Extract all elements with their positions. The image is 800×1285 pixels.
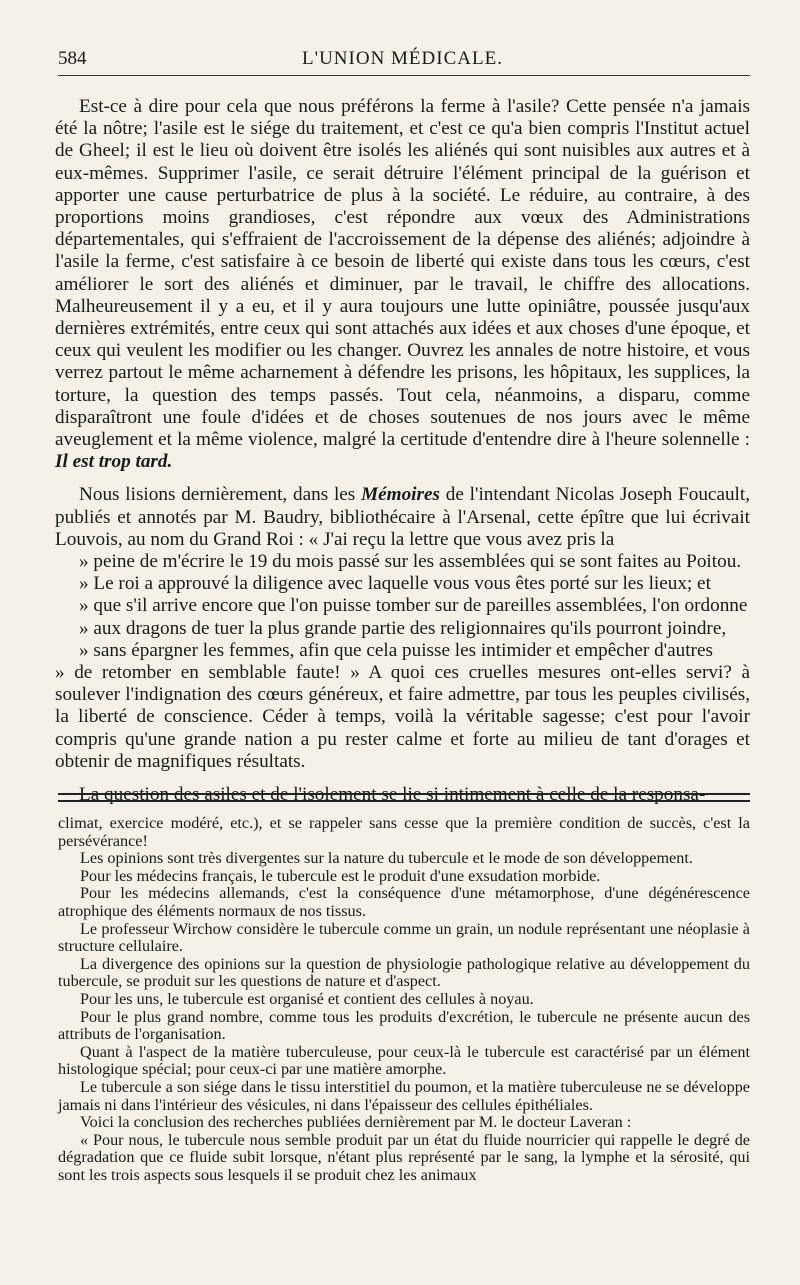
paragraph-text: Nous lisions dernièrement, dans les xyxy=(79,484,356,506)
paragraph: « Pour nous, le tubercule nous semble produit par un état du fluide nourricier qui rappelle le degré de dégradation que ce fluide subit lorsque, n'étant plus représenté par le sang, la lymphe et la sérosité, qui sont les trois aspects sous lesquels il se produit chez les animaux xyxy=(58,1130,750,1184)
paragraph: Pour les médecins allemands, c'est la conséquence d'une métamorphose, d'une dégénérescence atrophique des éléments normaux de nos tissus. xyxy=(58,884,750,920)
paragraph-text: de l'intendant Nicolas Joseph Foucault, publiés et annotés par M. Baudry, bibliothécaire à l'Arsenal, cette épître que lui écrivait Louvois, au nom du Grand Roi : « J'ai reçu la lettre que vous avez pris la xyxy=(55,484,751,550)
page-header xyxy=(55,0,750,72)
quote-line: » que s'il arrive encore que l'on puisse tomber sur de pareilles assemblées, l'on ordonne xyxy=(79,595,748,617)
paragraph: Voici la conclusion des recherches publiées dernièrement par M. le docteur Laveran : xyxy=(80,1113,632,1132)
main-article-text xyxy=(55,96,750,806)
paragraph: Pour les uns, le tubercule est organisé et contient des cellules à noyau. xyxy=(80,989,534,1008)
paragraph: Pour le plus grand nombre, comme tous les produits d'excrétion, le tubercule ne présente aucun des attributs de l'organisation. xyxy=(58,1007,750,1044)
running-title: L'UNION MÉDICALE. xyxy=(302,48,503,69)
quote-line: » de retomber en semblable faute! » A quoi ces cruelles mesures ont-elles servi? à soulever l'indignation des cœurs généreux, et faire admettre, par tous les peuples civilisés, la liberté de conscience. Céder à temps, voilà la véritable sagesse; c'est pour l'avoir compris qu'une grande nation a pu rester calme et forte au milieu de tant d'orages et obtenir de magnifiques résultats. xyxy=(55,662,750,772)
paragraph: Le tubercule a son siége dans le tissu interstitiel du poumon, et la matière tuberculeuse ne se développe jamais ni dans l'intérieur des vésicules, ni dans l'épaisseur des cellules épithéliales. xyxy=(58,1077,750,1114)
paragraph xyxy=(55,484,750,773)
section-divider xyxy=(58,793,750,802)
page-number: 584 xyxy=(58,48,87,69)
quote-line: » sans épargner les femmes, afin que cela puisse les intimider et empêcher d'autres xyxy=(79,639,713,661)
paragraph: La question des asiles et de l'isolement se lie si intimement à celle de la responsa- xyxy=(79,784,706,806)
paragraph: climat, exercice modéré, etc.), et se rappeler sans cesse que la première condition de succès, c'est la persévérance! xyxy=(58,814,750,850)
paragraph: La divergence des opinions sur la question de physiologie pathologique relative au développement du tubercule, se produit sur les questions de nature et d'aspect. xyxy=(58,954,750,991)
feuilleton-text xyxy=(58,815,750,1184)
paragraph: Le professeur Wirchow considère le tubercule comme un grain, un nodule représentant une néoplasie à structure cellulaire. xyxy=(58,919,750,956)
quote-line: » Le roi a approuvé la diligence avec laquelle vous vous êtes porté sur les lieux; et xyxy=(79,573,711,595)
paragraph-text: Est-ce à dire pour cela que nous préférons la ferme à l'asile? Cette pensée n'a jamais été la nôtre; l'asile est le siége du traitement, et c'est ce qu'a bien compris l'Institut actuel de Gheel; il est le lieu où doivent être isolés les aliénés qui sont nuisibles aux autres et à eux-mêmes. Supprimer l'asile, ce serait détruire l'élément principal de la guérison et apporter une cause perturbatrice de plus à la société. Le réduire, au contraire, à des proportions moins grandioses, c'est répondre aux vœux des Administrations départementales, qui s'effraient de l'accroissement de la dépense des aliénés; adjoindre à l'asile la ferme, c'est satisfaire à ce besoin de liberté qui existe dans tous les cœurs, c'est améliorer le sort des aliénés et diminuer, par le travail, le chiffre des allocations. Malheureusement il y a eu, et il y aura toujours une lutte opiniâtre, poussée jusqu'aux dernières extrémités, entre ceux qui sont attachés aux idées et aux choses d'une époque, et ceux qui veulent les modifier ou les changer. Ouvrez les annales de notre histoire, et vous verrez partout le même acharnement à défendre les prisons, les hôpitaux, les supplices, la torture, la question des temps passés. Tout cela, néanmoins, a disparu, comme disparaîtront une foule d'idées et de choses soutenues de nos jours avec le même aveuglement et la même violence, malgré la certitude d'entendre dire à l'heure solennelle : xyxy=(55,96,750,451)
quote-line: » peine de m'écrire le 19 du mois passé sur les assemblées qui se sont faites au Poitou. xyxy=(79,551,742,573)
emphasis: Il est trop tard. xyxy=(55,451,173,473)
header-rule xyxy=(58,75,750,76)
paragraph: Les opinions sont très divergentes sur la nature du tubercule et le mode de son développement. xyxy=(80,849,693,868)
paragraph: Quant à l'aspect de la matière tuberculeuse, pour ceux-là le tubercule est caractérisé par un élément histologique spécial; pour ceux-ci par une matière amorphe. xyxy=(58,1042,750,1079)
emphasis: Mémoires xyxy=(361,484,440,506)
quote-line: » aux dragons de tuer la plus grande partie des religionnaires qu'ils pourront joindre, xyxy=(79,617,727,639)
paragraph: Pour les médecins français, le tubercule est le produit d'une exsudation morbide. xyxy=(80,866,601,885)
paragraph xyxy=(55,96,750,473)
